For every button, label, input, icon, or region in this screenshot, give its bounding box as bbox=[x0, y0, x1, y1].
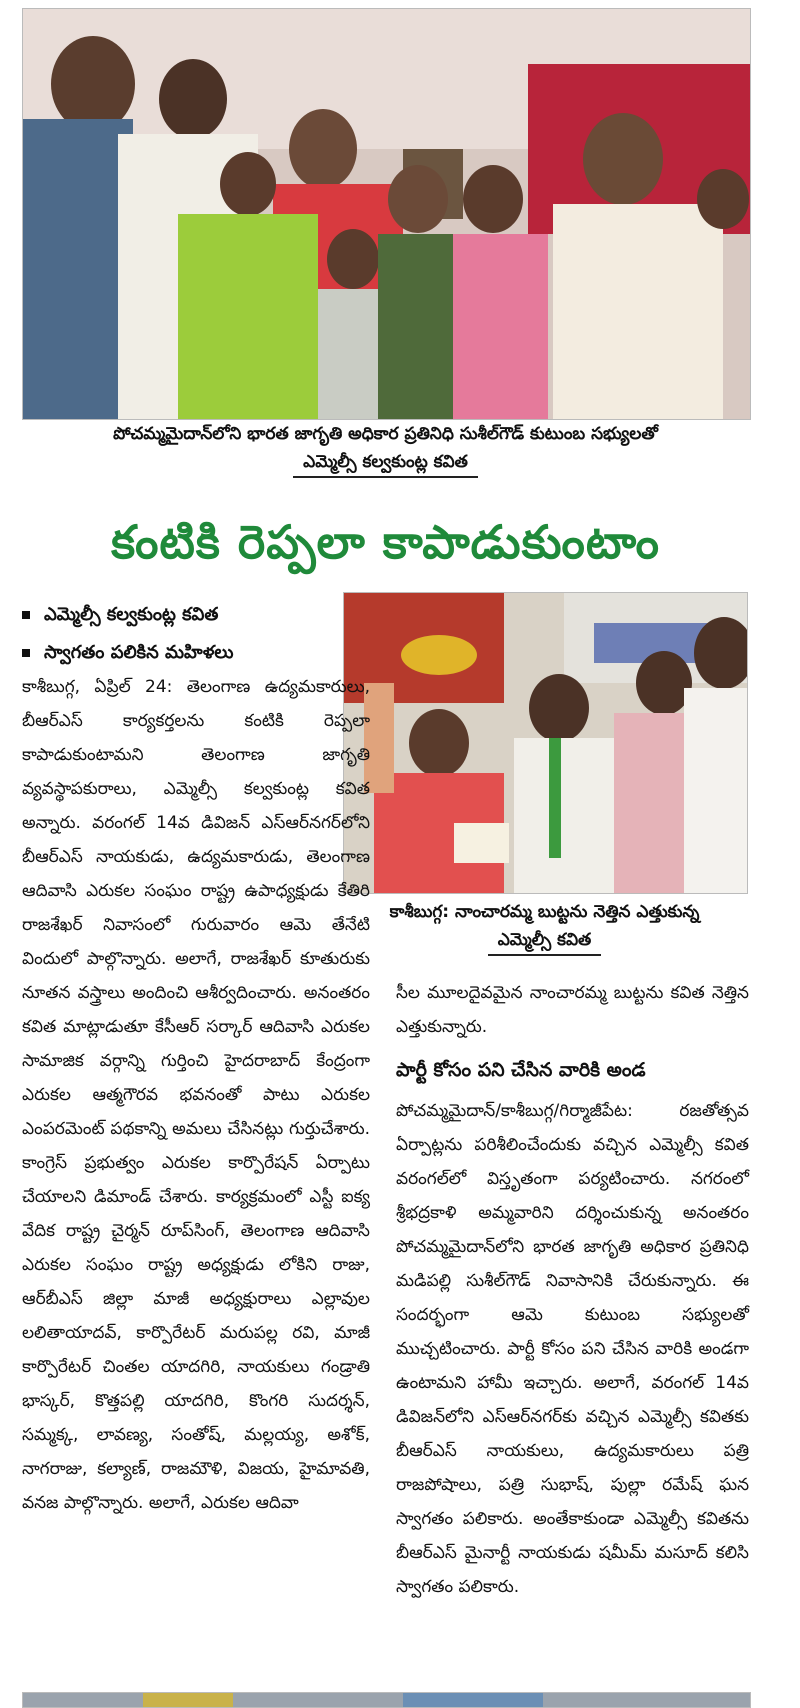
caption-line: ఎమ్మెల్సీ కల్వకుంట్ల కవిత bbox=[293, 448, 478, 478]
bullet-text: ఎమ్మెల్సీ కల్వకుంట్ల కవిత bbox=[44, 604, 219, 625]
bullet-item bbox=[22, 596, 337, 634]
right-column-text: పోచమ్మమైదాన్/కాశీబుగ్గ/గిర్మాజీపేట: రజతోత్సవ ఏర్పాట్లను పరిశీలించేందుకు వచ్చిన ఎమ్మెల్సీ కవిత వరంగల్‌లో విస్తృతంగా పర్యటించారు. నగరంలో శ్రీభద్రకాళి అమ్మవారిని దర్శించుకున్న అనంతరం పోచమ్మమైదాన్‌లోని భారత జాగృతి అధికార ప్రతినిధి మడిపల్లి సుశీల్‌గౌడ్ నివాసానికి చేరుకున్నారు. ఈ సందర్భంగా ఆమె కుటుంబ సభ్యులతో ముచ్చటించారు. పార్టీ కోసం పని చేసిన వారికి అండగా ఉంటామని హామీ ఇచ్చారు. అలాగే, వరంగల్ 14వ డివిజన్‌లోని ఎస్ఆర్‌నగర్‌కు వచ్చిన ఎమ్మెల్సీ కవితకు బీఆర్ఎస్ నాయకులు, ఉద్యమకారులు పత్రి రాజపోషాలు, పత్రి సుభాష్, పుల్లా రమేష్ ఘన స్వాగతం పలికారు. అంతేకాకుండా ఎమ్మెల్సీ కవితను బీఆర్ఎస్ మైనార్టీ నాయకుడు షమీమ్ మసూద్ కలిసి స్వాగతం పలికారు. bbox=[396, 1101, 749, 1597]
left-column-text: కాశీబుగ్గ, ఏప్రిల్ 24: తెలంగాణ ఉద్యమకారులు, బీఆర్ఎస్ కార్యకర్తలను కంటికి రెప్పలా కాపాడుకుంటామని తెలంగాణ జాగృతి వ్యవస్థాపకురాలు, ఎమ్మెల్సీ కల్వకుంట్ల కవిత అన్నారు. వరంగల్ 14వ డివిజన్ ఎస్ఆర్‌నగర్‌లోని బీఆర్ఎస్ నాయకుడు, ఉద్యమకారుడు, తెలంగాణ ఆదివాసి ఎరుకల సంఘం రాష్ట్ర ఉపాధ్యక్షుడు కేతిరి రాజశేఖర్ నివాసంలో గురువారం ఆమె తేనేటి విందులో పాల్గొన్నారు. అలాగే, రాజశేఖర్ కూతురుకు నూతన వస్త్రాలు అందించి ఆశీర్వదించారు. అనంతరం కవిత మాట్లాడుతూ కేసీఆర్ సర్కార్ ఆదివాసి ఎరుకల సామాజిక వర్గాన్ని గుర్తించి హైదరాబాద్ కేంద్రంగా ఎరుకల ఆత్మగౌరవ భవనంతో పాటు ఎరుకల ఎంపరమెంట్ పథకాన్ని అమలు చేసినట్లు గుర్తుచేశారు. కాంగ్రెస్ ప్రభుత్వం ఎరుకల కార్పొరేషన్ ఏర్పాటు చేయాలని డిమాండ్ చేశారు. కార్యక్రమంలో ఎస్టీ ఐక్య వేదిక రాష్ట్ర చైర్మన్ రూప్‌సింగ్, తెలంగాణ ఆదివాసి ఎరుకల సంఘం రాష్ట్ర అధ్యక్షుడు లోకిని రాజు, ఆర్‌బీఎస్ జిల్లా మాజీ అధ్యక్షురాలు ఎల్లావుల లలితాయాదవ్, కార్పొరేటర్ మరుపల్ల రవి, మాజీ కార్పొరేటర్ చింతల యాదగిరి, నాయకులు గండ్రాతి భాస్కర్, కొత్తపల్లి యాదగిరి, కొంగరి సుదర్శన్, సమ్మక్క, లావణ్య, సంతోష్, మల్లయ్య, అశోక్, నాగరాజు, కల్యాణ్, రాజమౌళి, విజయ, హైమావతి, వనజ పాల్గొన్నారు. అలాగే, ఎరుకల ఆదివా bbox=[22, 677, 370, 1513]
middle-photo-caption bbox=[343, 898, 746, 956]
group-photo bbox=[22, 8, 751, 420]
caption-line: ఎమ్మెల్సీ కవిత bbox=[488, 926, 602, 956]
right-column-continuation: సీల మూలదైవమైన నాంచారమ్మ బుట్టను కవిత నెత్తిన ఎత్తుకున్నారు. bbox=[396, 983, 749, 1037]
bullet-square-icon bbox=[22, 611, 30, 619]
caption-line: కాశీబుగ్గ: నాంచారమ్మ బుట్టను నెత్తిన ఎత్తుకున్న bbox=[389, 902, 700, 922]
subheading: పార్టీ కోసం పని చేసిన వారికి అండ bbox=[396, 1059, 646, 1081]
headline: కంటికి రెప్పలా కాపాడుకుంటాం bbox=[111, 515, 660, 569]
bullet-square-icon bbox=[22, 649, 30, 657]
top-photo-caption bbox=[22, 420, 749, 478]
caption-line: పోచమ్మమైదాన్‌లోని భారత జాగృతి అధికార ప్రతినిధి సుశీల్‌గౌడ్ కుటుంబ సభ్యులతో bbox=[113, 424, 658, 444]
welcome-photo bbox=[343, 592, 748, 894]
bullet-list bbox=[22, 596, 337, 672]
bullet-text: స్వాగతం పలికిన మహిళలు bbox=[44, 642, 234, 663]
bullet-item bbox=[22, 634, 337, 672]
